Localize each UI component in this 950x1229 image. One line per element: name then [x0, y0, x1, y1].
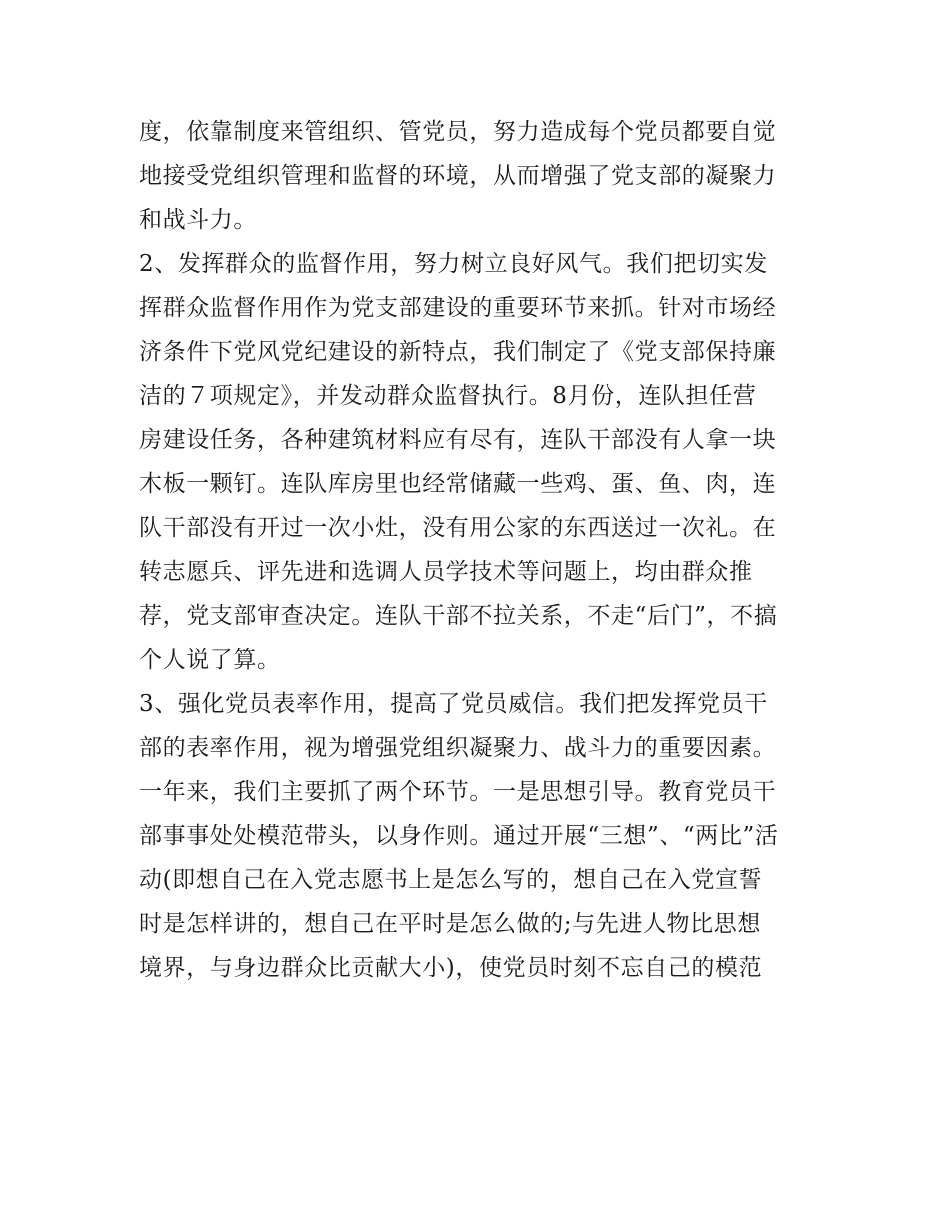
text-line: 部事事处处模范带头，以身作则。通过开展“三想”、“两比”活	[139, 823, 779, 849]
text-line: 时是怎样讲的，想自己在平时是怎么做的;与先进人物比思想	[139, 911, 761, 937]
text-line: 队干部没有开过一次小灶，没有用公家的东西送过一次礼。在	[139, 515, 777, 541]
text-line: 房建设任务，各种建筑材料应有尽有，连队干部没有人拿一块	[139, 427, 777, 453]
text-line: 木板一颗钉。连队库房里也经常储藏一些鸡、蛋、鱼、肉，连	[139, 471, 777, 497]
text-line: 部的表率作用，视为增强党组织凝聚力、战斗力的重要因素。	[139, 735, 777, 761]
text-line: 荐，党支部审查决定。连队干部不拉关系，不走“后门”，不搞	[139, 603, 778, 629]
text-line: 地接受党组织管理和监督的环境，从而增强了党支部的凝聚力	[139, 163, 777, 189]
text-line: 一年来，我们主要抓了两个环节。一是思想引导。教育党员干	[139, 779, 777, 805]
text-line: 济条件下党风党纪建设的新特点，我们制定了《党支部保持廉	[139, 339, 777, 365]
text-line: 2、发挥群众的监督作用，努力树立良好风气。我们把切实发	[139, 251, 768, 277]
text-line: 境界，与身边群众比贡献大小)，使党员时刻不忘自己的模范	[139, 955, 763, 981]
body-text	[139, 110, 819, 990]
text-line: 和战斗力。	[139, 207, 257, 233]
text-line: 挥群众监督作用作为党支部建设的重要环节来抓。针对市场经	[139, 295, 777, 321]
text-line: 转志愿兵、评先进和选调人员学技术等问题上，均由群众推	[139, 559, 753, 585]
text-line: 动(即想自己在入党志愿书上是怎么写的，想自己在入党宣誓	[139, 867, 763, 893]
text-line: 度，依靠制度来管组织、管党员，努力造成每个党员都要自觉	[139, 119, 777, 145]
text-line: 个人说了算。	[139, 647, 281, 673]
text-line: 3、强化党员表率作用，提高了党员威信。我们把发挥党员干	[139, 691, 768, 717]
text-line: 洁的７项规定》，并发动群众监督执行。8月份，连队担任营	[139, 383, 757, 409]
